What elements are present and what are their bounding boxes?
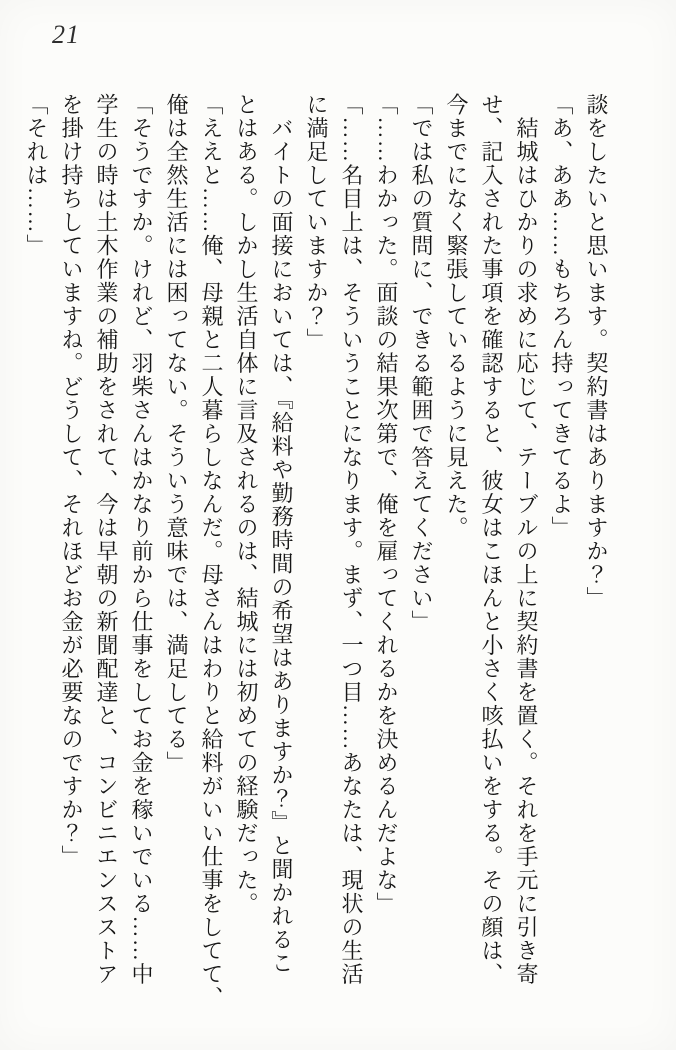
text-line: に満足していますか？」 xyxy=(304,93,329,352)
text-line: を掛け持ちしていますね。どうして、それほどお金が必要なのですか？」 xyxy=(59,93,84,869)
text-line: 学生の時は土木作業の補助をされて、今は早朝の新聞配達と、コンビニエンスストア xyxy=(94,93,119,986)
text-line: とはある。しかし生活自体に言及されるのは、結城には初めての経験だった。 xyxy=(234,93,259,916)
text-line: 俺は全然生活には困ってない。そういう意味では、満足してる」 xyxy=(164,93,189,775)
text-line: 「……名目上は、そういうことになります。まず、一つ目……あなたは、現状の生活 xyxy=(339,93,364,986)
page-number: 21 xyxy=(52,20,80,49)
text-line: 「あ、ああ……もちろん持ってきてるよ」 xyxy=(549,93,574,540)
text-line: 「それは……」 xyxy=(24,93,49,258)
text-line: 「では私の質問に、できる範囲で答えてください」 xyxy=(409,93,434,634)
text-line: 「……わかった。面談の結果次第で、俺を雇ってくれるかを決めるんだよな」 xyxy=(374,93,399,916)
text-line: 今までになく緊張しているように見えた。 xyxy=(444,93,469,540)
text-line: バイトの面接においては、『給料や勤務時間の希望はありますか？』と聞かれるこ xyxy=(269,93,294,975)
text-line: 結城はひかりの求めに応じて、テーブルの上に契約書を置く。それを手元に引き寄 xyxy=(514,93,539,986)
text-line: 「そうですか。けれど、羽柴さんはかなり前から仕事をしてお金を稼いでいる……中 xyxy=(129,93,154,986)
text-line: せ、記入された事項を確認すると、彼女はこほんと小さく咳払いをする。その顔は、 xyxy=(479,93,504,986)
text-block xyxy=(19,93,614,1008)
text-line: 「ええと……俺、母親と二人暮らしなんだ。母さんはわりと給料がいい仕事をしてて、 xyxy=(199,93,224,1010)
text-line: 談をしたいと思います。契約書はありますか？」 xyxy=(584,93,609,610)
